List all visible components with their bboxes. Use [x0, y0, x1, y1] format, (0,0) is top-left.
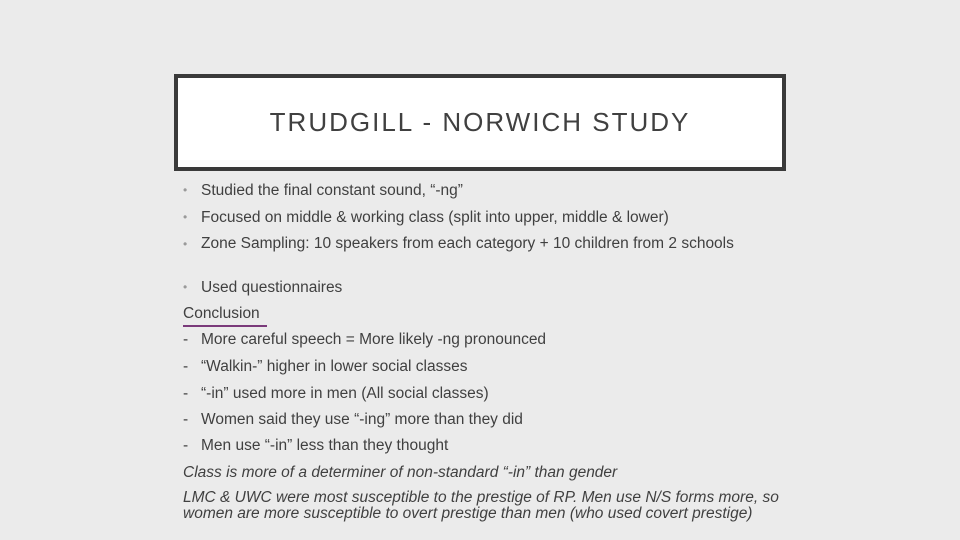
dash-icon: -	[183, 331, 189, 348]
bullet-icon: •	[183, 280, 188, 294]
dash-icon: -	[183, 411, 189, 428]
bullet-icon: •	[183, 210, 188, 224]
bullet-icon: •	[183, 183, 188, 197]
title-box	[174, 74, 786, 171]
dash-icon: -	[183, 358, 189, 375]
bullet-icon: •	[183, 237, 188, 251]
dash-icon: -	[183, 385, 189, 402]
heading-underline	[183, 325, 267, 327]
slide-title: TRUDGILL - NORWICH STUDY	[269, 107, 691, 137]
conclusion-heading: Conclusion	[183, 305, 260, 322]
dash-icon: -	[183, 437, 189, 454]
